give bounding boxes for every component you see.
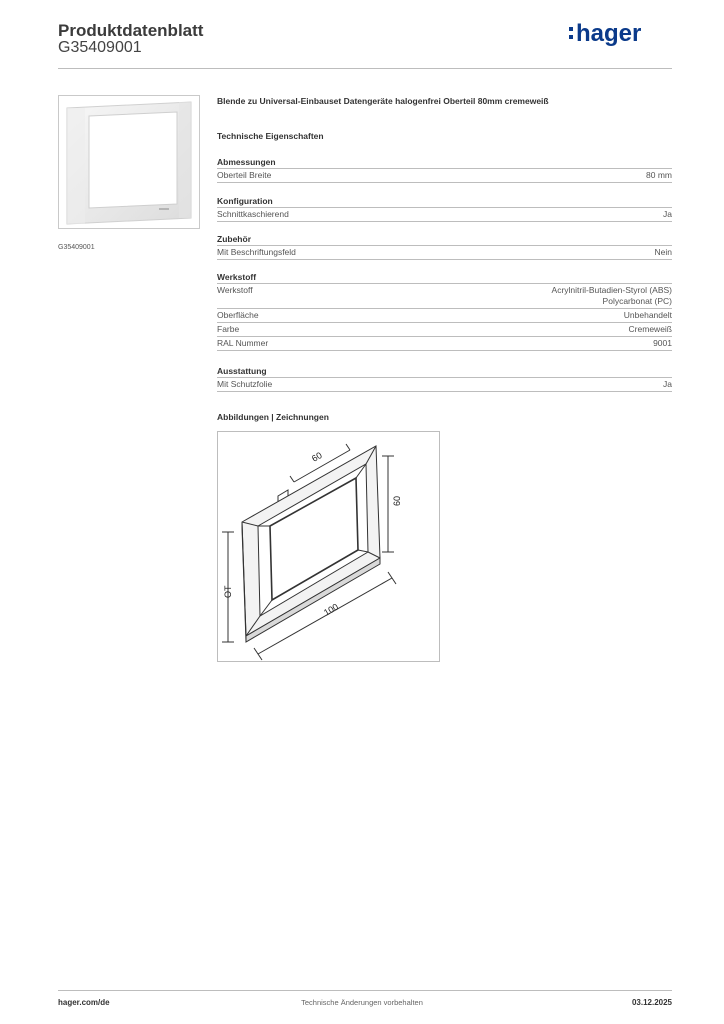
table-row: [217, 169, 672, 183]
table-row: [217, 246, 672, 260]
section-ausstattung: [217, 365, 672, 392]
row-label: Oberfläche: [217, 310, 259, 320]
row-value: Ja: [663, 209, 672, 219]
dimension-top: 60: [310, 450, 324, 464]
logo-text: hager: [576, 20, 642, 47]
row-label: Oberteil Breite: [217, 170, 272, 180]
row-value: Cremeweiß: [628, 324, 672, 334]
row-value: Unbehandelt: [623, 310, 672, 320]
section-konfiguration: [217, 195, 672, 222]
section-title: Zubehör: [217, 233, 672, 246]
footer-date: 03.12.2025: [631, 998, 672, 1007]
product-code: G35409001: [58, 39, 142, 56]
footer-notice: Technische Änderungen vorbehalten: [301, 998, 423, 1007]
section-werkstoff: [217, 271, 672, 351]
row-label: Mit Beschriftungsfeld: [217, 247, 296, 257]
row-value: 80 mm: [646, 170, 672, 180]
header-divider: [58, 68, 672, 69]
dimension-left: OT: [223, 585, 233, 598]
footer-divider: [58, 990, 672, 991]
section-zubehoer: [217, 233, 672, 260]
footer-website[interactable]: hager.com/de: [58, 998, 110, 1007]
row-label: RAL Nummer: [217, 338, 269, 348]
row-value: Nein: [654, 247, 672, 257]
table-row: [217, 378, 672, 392]
image-caption: G35409001: [58, 244, 95, 251]
table-row: [217, 337, 672, 351]
section-title: Werkstoff: [217, 271, 672, 284]
dimension-bottom: 100: [322, 601, 341, 618]
table-row: [217, 284, 672, 309]
product-image: [58, 95, 200, 229]
page-title: Produktdatenblatt: [58, 21, 204, 40]
row-value: Ja: [663, 379, 672, 389]
table-row: [217, 309, 672, 323]
table-row: [217, 208, 672, 222]
technical-drawing: [217, 431, 440, 662]
table-row: [217, 323, 672, 337]
properties-heading: Technische Eigenschaften: [217, 131, 324, 141]
section-title: Konfiguration: [217, 195, 672, 208]
row-value-line: Polycarbonat (PC): [602, 296, 672, 306]
row-value-line: Acrylnitril-Butadien-Styrol (ABS): [551, 285, 672, 295]
row-label: Mit Schutzfolie: [217, 379, 273, 389]
section-abmessungen: [217, 156, 672, 183]
row-value: [552, 285, 672, 307]
row-value: 9001: [653, 338, 672, 348]
drawings-heading: Abbildungen | Zeichnungen: [217, 412, 329, 422]
row-label: Werkstoff: [217, 285, 253, 295]
section-title: Abmessungen: [217, 156, 672, 169]
row-label: Schnittkaschierend: [217, 209, 289, 219]
dimension-right: 60: [392, 495, 402, 506]
row-label: Farbe: [217, 324, 240, 334]
section-title: Ausstattung: [217, 365, 672, 378]
hager-logo: [568, 14, 658, 50]
product-description: Blende zu Universal-Einbauset Datengeräte halogenfrei Oberteil 80mm cremeweiß: [217, 96, 549, 106]
